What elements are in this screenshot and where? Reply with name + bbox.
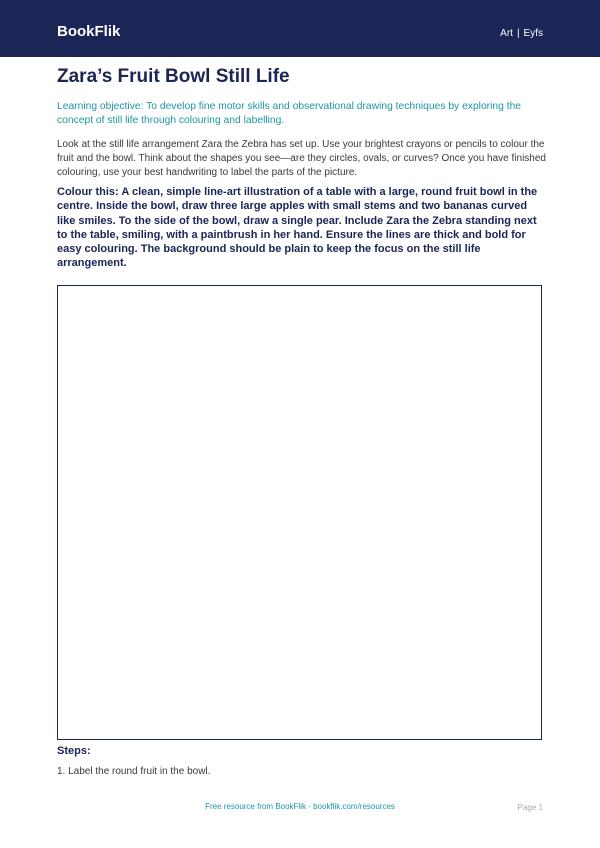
level-label: Eyfs [523,28,543,39]
steps-heading: Steps: [57,745,91,757]
colouring-area[interactable] [57,285,542,740]
learning-objective: Learning objective: To develop fine motor skills and observational drawing techniques by exploring the concept of still life through colouring and labelling. [57,101,522,126]
intro-paragraph: Look at the still life arrangement Zara the Zebra has set up. Use your brightest crayons or pencils to colour the fruit and the bowl. Think about the shapes you see—are they circles, ovals, or curves? Once you have finished colouring, use your best handwriting to label the parts of the picture. [57,139,546,178]
page-title: Zara’s Fruit Bowl Still Life [57,66,290,87]
brand-logo[interactable]: BookFlik [57,23,121,40]
subject-label: Art [500,28,513,39]
subject-separator: | [516,28,520,39]
footer-credit[interactable]: Free resource from BookFlik · bookflik.com/resources [205,802,395,811]
steps-list [57,765,210,779]
page-header [0,0,600,57]
subject-tag [500,27,543,40]
step-item: 1. Label the round fruit in the bowl. [57,766,211,777]
colour-prompt: Colour this: A clean, simple line-art illustration of a table with a large, round fruit bowl in the centre. Inside the bowl, draw three large apples with small stems and two bananas curved like smiles. To the side of the bowl, draw a single pear. Include Zara the Zebra standing next to the table, smiling, with a paintbrush in her hand. Ensure the lines are thick and bold for easy colouring. The background should be plain to keep the focus on the still life arrangement. [57,186,538,270]
page-number: Page 1 [517,803,543,812]
